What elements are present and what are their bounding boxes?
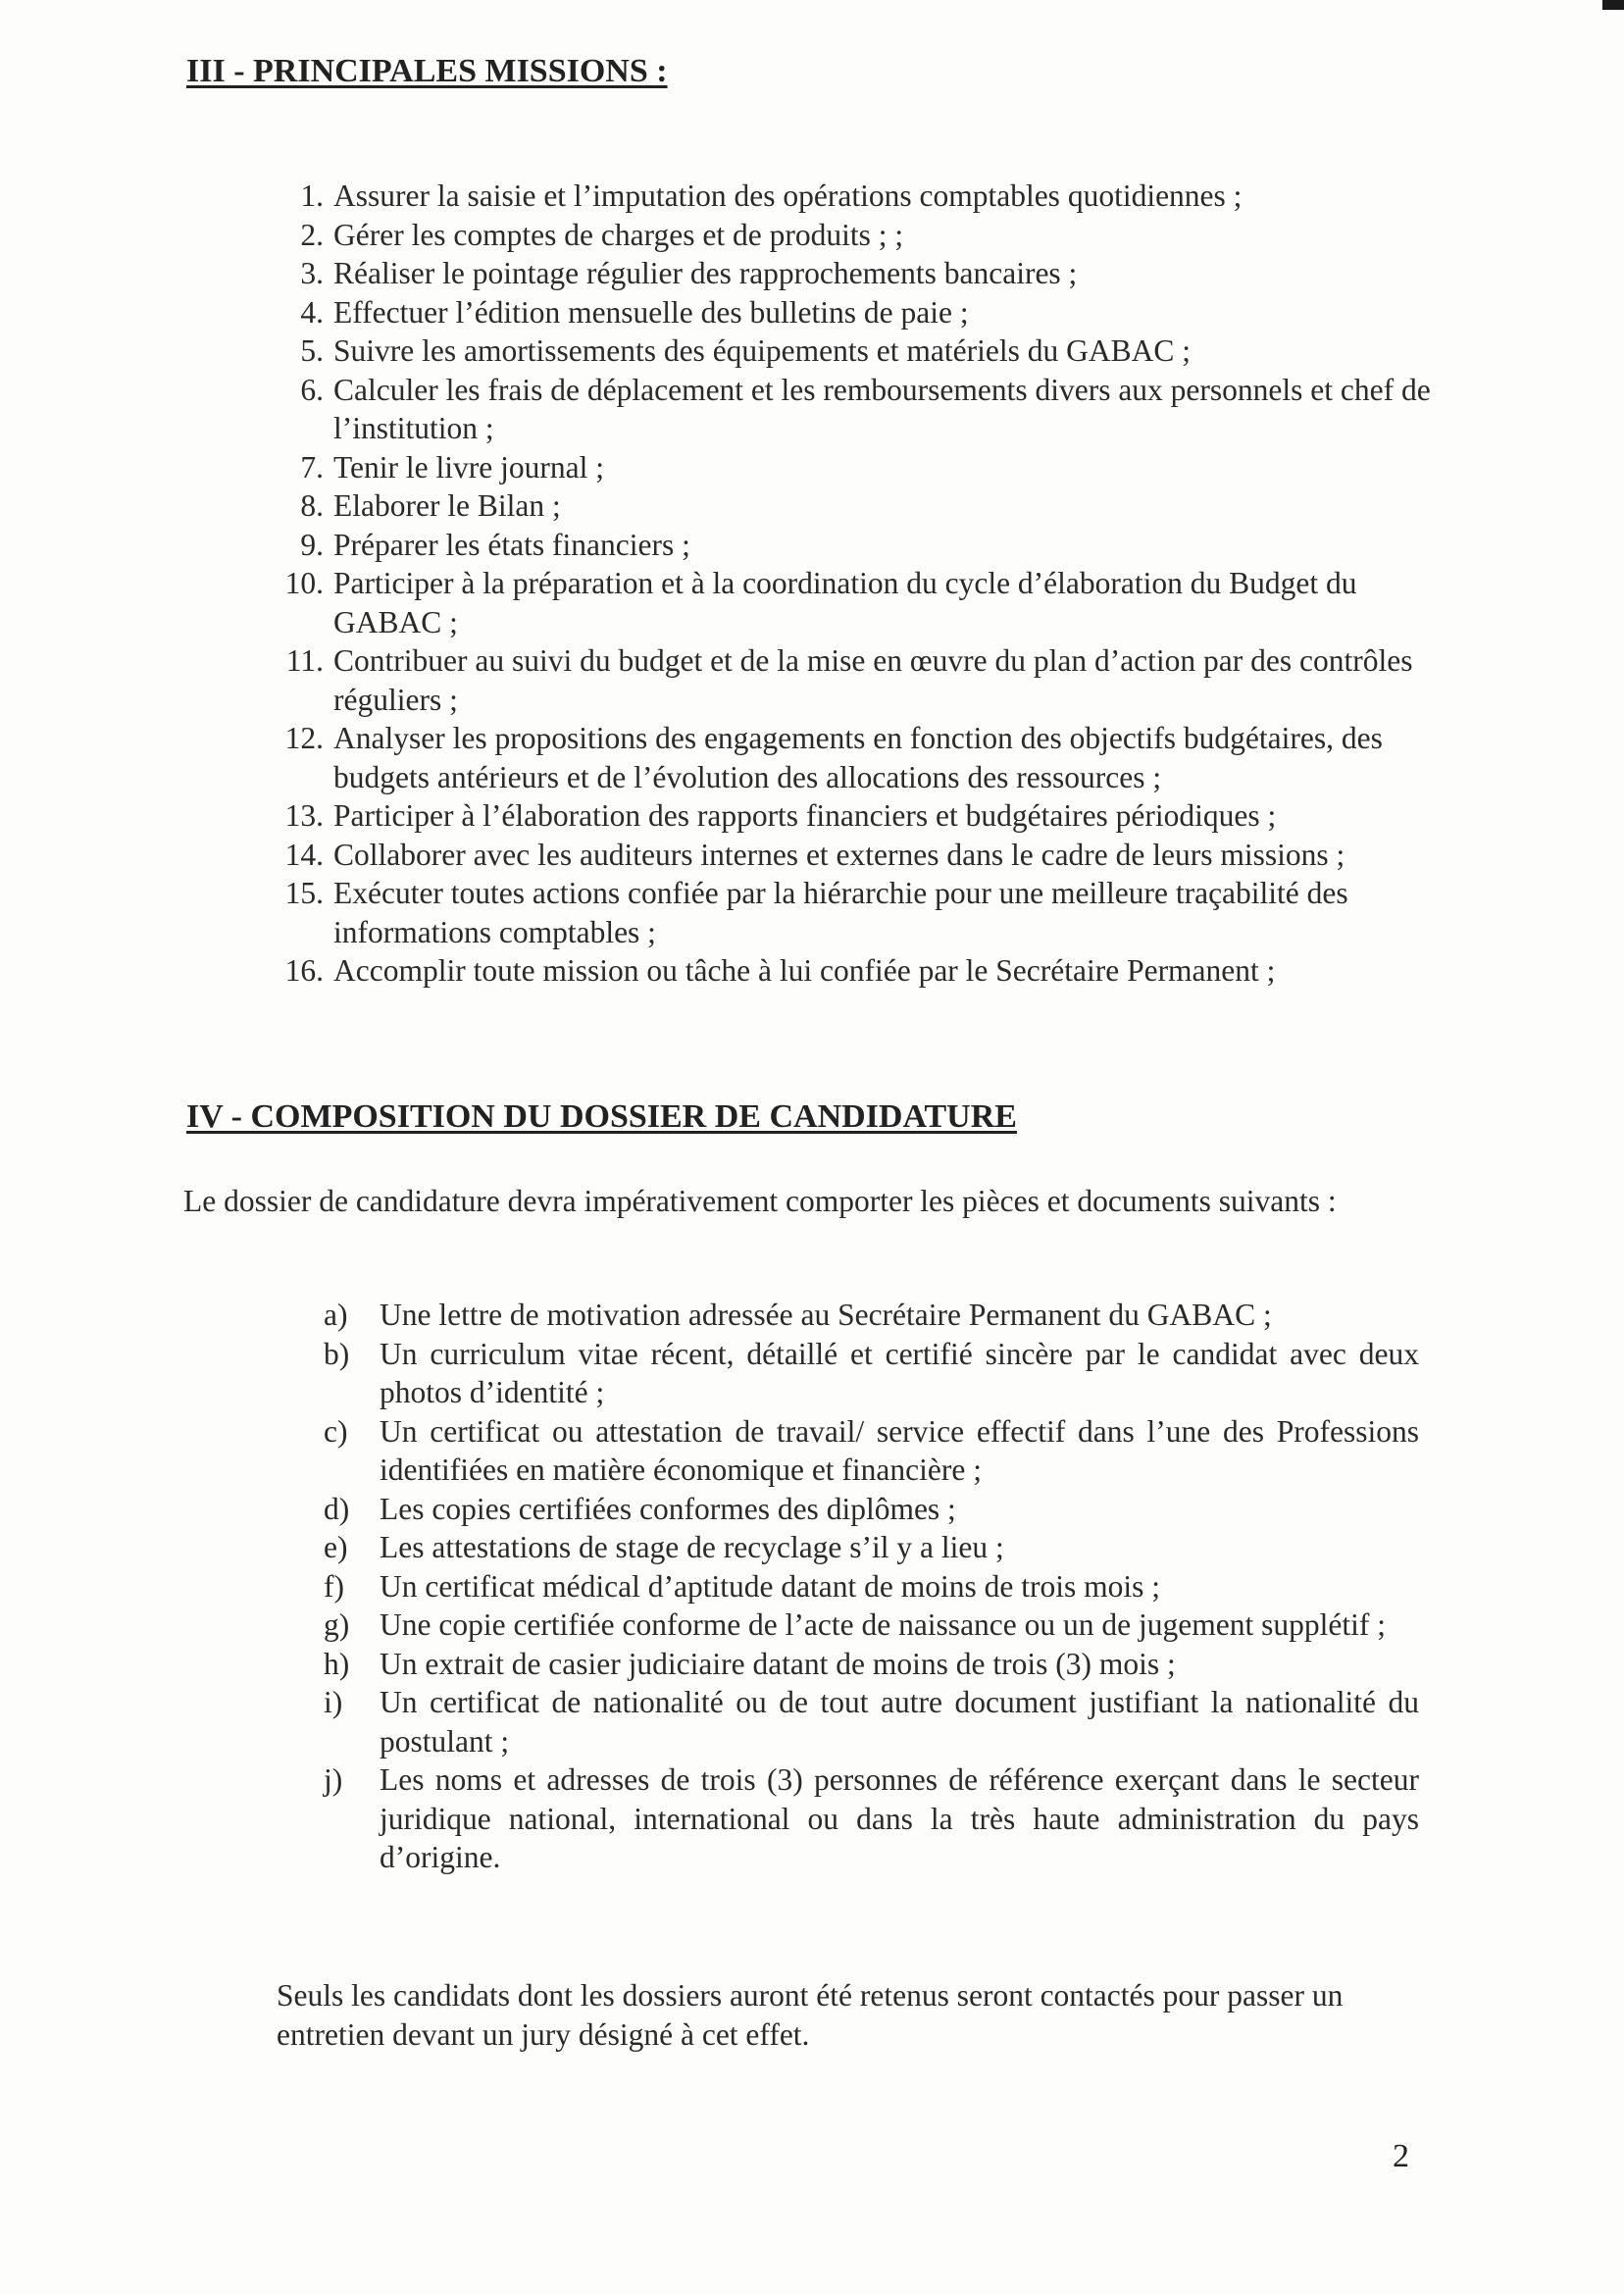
item-number: 10. [284,566,324,600]
list-item [324,1335,1419,1412]
item-text: Calculer les frais de déplacement et les remboursements divers aux personnels et chef de l’institution ; [333,372,1431,445]
list-item [277,216,1434,255]
list-item [324,1606,1419,1645]
item-text: Gérer les comptes de charges et de produits ; ; [333,217,904,252]
item-letter: j) [324,1762,343,1797]
item-text: Réaliser le pointage régulier des rapprochements bancaires ; [333,256,1078,290]
list-item [324,1645,1419,1684]
item-number: 13. [284,798,324,833]
item-text: Un extrait de casier judiciaire datant de moins de trois (3) mois ; [380,1646,1176,1681]
item-text: Accomplir toute mission ou tâche à lui confiée par le Secrétaire Permanent ; [333,953,1276,988]
section-heading-dossier: IV - COMPOSITION DU DOSSIER DE CANDIDATURE [186,1098,1017,1135]
missions-list [277,177,1434,991]
item-number: 14. [284,837,324,872]
item-number: 12. [284,721,324,755]
list-item [277,254,1434,293]
item-number: 9. [300,527,324,562]
item-number: 16. [284,953,324,988]
item-number: 15. [284,876,324,910]
item-number: 4. [300,294,324,330]
list-item [277,874,1434,951]
list-item [324,1760,1419,1877]
item-number: 7. [300,449,324,484]
list-item [277,526,1434,565]
item-text: Collaborer avec les auditeurs internes et externes dans le cadre de leurs missions ; [333,837,1345,872]
item-text: Les attestations de stage de recyclage s’il y a lieu ; [380,1530,1004,1564]
item-letter: g) [324,1607,350,1642]
item-text: Les noms et adresses de trois (3) personnes de référence exerçant dans le secteur juridique national, international ou dans la très haute administration du pays d’origine. [380,1762,1419,1874]
list-item [277,951,1434,991]
list-item [277,448,1434,487]
item-letter: a) [324,1298,348,1332]
section-heading-missions: III - PRINCIPALES MISSIONS : [186,53,668,89]
list-item [324,1490,1419,1529]
item-text: Un curriculum vitae récent, détaillé et certifié sincère par le candidat avec deux photos d’identité ; [380,1336,1419,1409]
page-number: 2 [1393,2138,1409,2174]
item-letter: c) [324,1413,348,1449]
list-item [277,177,1434,216]
list-item [277,331,1434,371]
item-text: Participer à la préparation et à la coordination du cycle d’élaboration du Budget du GABAC ; [333,566,1357,639]
item-number: 5. [300,333,324,368]
item-text: Participer à l’élaboration des rapports financiers et budgétaires périodiques ; [333,798,1277,833]
closing-paragraph: Seuls les candidats dont les dossiers auront été retenus seront contactés pour passer un entretien devant un jury désigné à cet effet. [277,1978,1344,2052]
list-item [324,1296,1419,1335]
list-item [277,796,1434,836]
item-number: 2. [300,217,324,252]
item-number: 3. [300,256,324,290]
list-item [324,1412,1419,1490]
item-text: Les copies certifiées conformes des diplômes ; [380,1491,956,1526]
item-text: Exécuter toutes actions confiée par la hiérarchie pour une meilleure traçabilité des informations comptables ; [333,876,1348,949]
list-item [277,836,1434,875]
list-item [277,486,1434,526]
list-item [277,564,1434,641]
list-item [324,1528,1419,1567]
item-number: 11. [285,643,324,678]
dossier-intro: Le dossier de candidature devra impérativement comporter les pièces et documents suivants : [183,1184,1337,1218]
item-text: Un certificat ou attestation de travail/ service effectif dans l’une des Professions identifiées en matière économique et financière ; [380,1413,1419,1487]
item-letter: f) [324,1568,344,1604]
list-item [324,1567,1419,1606]
item-text: Préparer les états financiers ; [333,527,690,562]
item-text: Une copie certifiée conforme de l’acte de naissance ou un de jugement supplétif ; [380,1607,1386,1642]
item-text: Elaborer le Bilan ; [333,488,561,523]
item-text: Suivre les amortissements des équipements et matériels du GABAC ; [333,333,1191,368]
item-number: 1. [300,178,324,213]
item-letter: d) [324,1491,350,1526]
item-text: Assurer la saisie et l’imputation des opérations comptables quotidiennes ; [333,178,1243,213]
item-letter: e) [324,1530,348,1564]
item-text: Tenir le livre journal ; [333,449,604,484]
list-item [277,719,1434,796]
item-text: Effectuer l’édition mensuelle des bulletins de paie ; [333,294,969,330]
item-letter: h) [324,1646,350,1681]
item-text: Contribuer au suivi du budget et de la mise en œuvre du plan d’action par des contrôles réguliers ; [333,643,1413,717]
list-item [277,641,1434,719]
item-letter: i) [324,1685,343,1719]
item-text: Un certificat de nationalité ou de tout autre document justifiant la nationalité du postulant ; [380,1685,1419,1759]
item-number: 6. [300,372,324,407]
list-item [277,371,1434,448]
documents-list [324,1296,1419,1877]
scan-artifact [1602,0,1624,10]
item-text: Un certificat médical d’aptitude datant de moins de trois mois ; [380,1568,1161,1604]
item-number: 8. [300,488,324,523]
list-item [324,1683,1419,1760]
item-text: Une lettre de motivation adressée au Secrétaire Permanent du GABAC ; [380,1298,1272,1332]
item-text: Analyser les propositions des engagements en fonction des objectifs budgétaires, des budgets antérieurs et de l’évolution des allocations des ressources ; [333,721,1383,794]
item-letter: b) [324,1336,350,1371]
list-item [277,293,1434,332]
